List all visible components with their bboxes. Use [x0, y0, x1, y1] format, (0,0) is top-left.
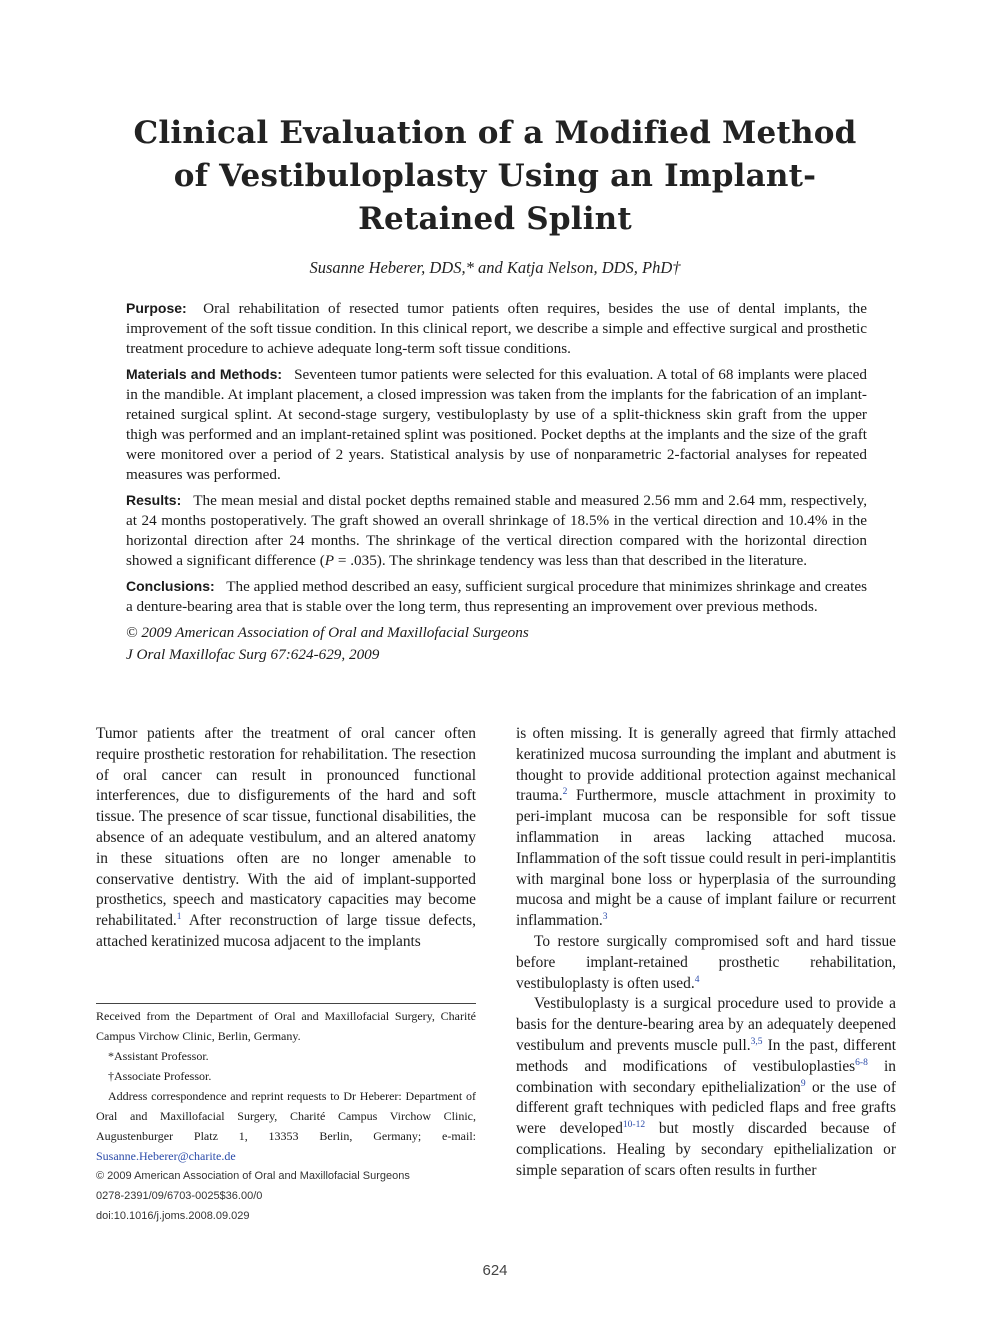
- body-text: After reconstruction of large tissue defects, attached keratinized mucosa adjacent to the implants: [96, 912, 476, 950]
- footnote-associate: †Associate Professor.: [108, 1069, 212, 1083]
- body-paragraph: [516, 932, 896, 994]
- footnotes: [96, 1006, 476, 1226]
- body-column-right: [516, 724, 896, 1182]
- footnote-issn: 0278-2391/09/6703-0025$36.00/0: [96, 1190, 263, 1202]
- footnote-assistant: *Assistant Professor.: [108, 1049, 209, 1063]
- body-paragraph: [516, 724, 896, 932]
- abstract-conclusions: [126, 576, 867, 617]
- body-text: Furthermore, muscle attachment in proximity to peri-implant mucosa can be responsible for soft tissue inflammation in areas lacking attached mucosa. Inflammation of the soft tissue could result in peri-implantitis with marginal bone loss or hyperplasia of the surrounding mucosa and might be a cause of implant failure or recurrent inflammation.: [516, 787, 896, 930]
- abstract-results: [126, 490, 867, 571]
- abstract-methods: [126, 364, 867, 485]
- results-label: Results:: [126, 492, 182, 508]
- body-text: To restore surgically compromised soft and hard tissue before implant-retained prosthetic rehabilitation, vestibuloplasty is often used.: [516, 932, 896, 992]
- reference-link[interactable]: 9: [800, 1078, 806, 1089]
- purpose-text: Oral rehabilitation of resected tumor patients often requires, besides the use of dental implants, the improvement of the soft tissue condition. In this clinical report, we describe a simple and effective surgical and prosthetic treatment procedure to achieve adequate long-term soft tissue conditions.: [126, 300, 867, 357]
- reference-link[interactable]: 6-8: [855, 1057, 868, 1068]
- results-text-a: The mean mesial and distal pocket depths remained stable and measured 2.56 mm and 2.64 mm, respectively, at 24 months postoperatively. The graft showed an overall shrinkage of 18.5% in the vertical direction and 10.4% in the horizontal direction after 24 months. The shrinkage of the vertical direction compared with the horizontal direction showed a significant difference (: [126, 492, 867, 569]
- reference-link[interactable]: 10-12: [622, 1120, 646, 1131]
- journal-citation: J Oral Maxillofac Surg 67:624-629, 2009: [126, 646, 380, 663]
- footnote-received: Received from the Department of Oral and Maxillofacial Surgery, Charité Campus Virchow Clinic, Berlin, Germany.: [96, 1009, 476, 1043]
- reference-link[interactable]: 1: [176, 912, 182, 923]
- footnote-divider: [96, 1003, 476, 1004]
- body-text: or the use of different graft techniques with pedicled flaps and free grafts were developed: [516, 1078, 896, 1138]
- conclusions-text: The applied method described an easy, sufficient surgical procedure that minimizes shrinkage and creates a denture-bearing area that is stable over the long term, thus representing an improvement over previous methods.: [126, 578, 867, 615]
- results-p-symbol: P: [324, 552, 335, 569]
- methods-text: Seventeen tumor patients were selected for this evaluation. A total of 68 implants were placed in the mandible. At implant placement, a closed impression was taken from the implants for the fabrication of an implant-retained surgical splint. At second-stage surgery, vestibuloplasty by use of a split-thickness skin graft from the upper thigh was performed and an implant-retained splint was positioned. Pocket depths at the implants and the size of the graft were monitored over a period of 2 years. Statistical analysis by use of nonparametric 2-factorial analyses for repeated measures was performed.: [126, 366, 867, 483]
- page-number: 624: [482, 1262, 508, 1279]
- body-text: in combination with secondary epithelialization: [516, 1057, 896, 1096]
- article-title: Clinical Evaluation of a Modified Method of Vestibuloplasty Using an Implant-Retained Splint: [133, 115, 857, 237]
- email-link[interactable]: Susanne.Heberer@charite.de: [96, 1149, 236, 1163]
- reference-link[interactable]: 2: [562, 787, 568, 798]
- body-text: Vestibuloplasty is a surgical procedure used to provide a basis for the denture-bearing area by an adequately deepened vestibulum and prevents muscle pull.: [516, 995, 896, 1054]
- body-text: is often missing. It is generally agreed that firmly attached keratinized mucosa surrounding the implant and abutment is thought to provide additional protection against mechanical trauma.: [516, 725, 896, 805]
- results-text-b: = .035). The shrinkage tendency was less than that described in the literature.: [334, 552, 808, 569]
- abstract-purpose: [126, 298, 867, 359]
- body-paragraph: [96, 724, 476, 953]
- reference-link[interactable]: 4: [694, 974, 700, 985]
- abstract: [126, 298, 867, 666]
- methods-label: Materials and Methods:: [126, 366, 283, 382]
- footnote-address: [96, 1086, 476, 1166]
- body-text: but mostly discarded because of complications. Healing by secondary epithelialization or simple separation of scars often results in further: [516, 1120, 896, 1179]
- abstract-copyright: © 2009 American Association of Oral and Maxillofacial Surgeons: [126, 624, 529, 641]
- body-text: Tumor patients after the treatment of oral cancer often require prosthetic restoration for rehabilitation. The resection of oral cancer can result in pronounced functional interferences, due to disfigurements of the hard and soft tissue. The presence of scar tissue, functional disabilities, the absence of an adequate vestibulum, and an altered anatomy in these situations often are no longer amenable to conservative dentistry. With the aid of implant-supported prosthetics, speech and masticatory capacities may become rehabilitated.: [96, 725, 476, 930]
- body-column-left: [96, 724, 476, 953]
- body-text: In the past, different methods and modifications of vestibuloplasties: [516, 1036, 896, 1075]
- conclusions-label: Conclusions:: [126, 578, 215, 594]
- author-line: Susanne Heberer, DDS,* and Katja Nelson, DDS, PhD†: [309, 258, 681, 277]
- footnote-doi[interactable]: doi:10.1016/j.joms.2008.09.029: [96, 1210, 250, 1222]
- footnote-copyright: © 2009 American Association of Oral and Maxillofacial Surgeons: [96, 1170, 410, 1182]
- body-paragraph: [516, 994, 896, 1181]
- reference-link[interactable]: 3,5: [750, 1036, 763, 1047]
- footnote-address-text: Address correspondence and reprint requests to Dr Heberer: Department of Oral and Maxillofacial Surgery, Charité Campus Virchow Clinic, Augustenburger Platz 1, 13353 Berlin, Germany; e-mail:: [96, 1089, 476, 1143]
- reference-link[interactable]: 3: [602, 912, 608, 923]
- purpose-label: Purpose:: [126, 300, 187, 316]
